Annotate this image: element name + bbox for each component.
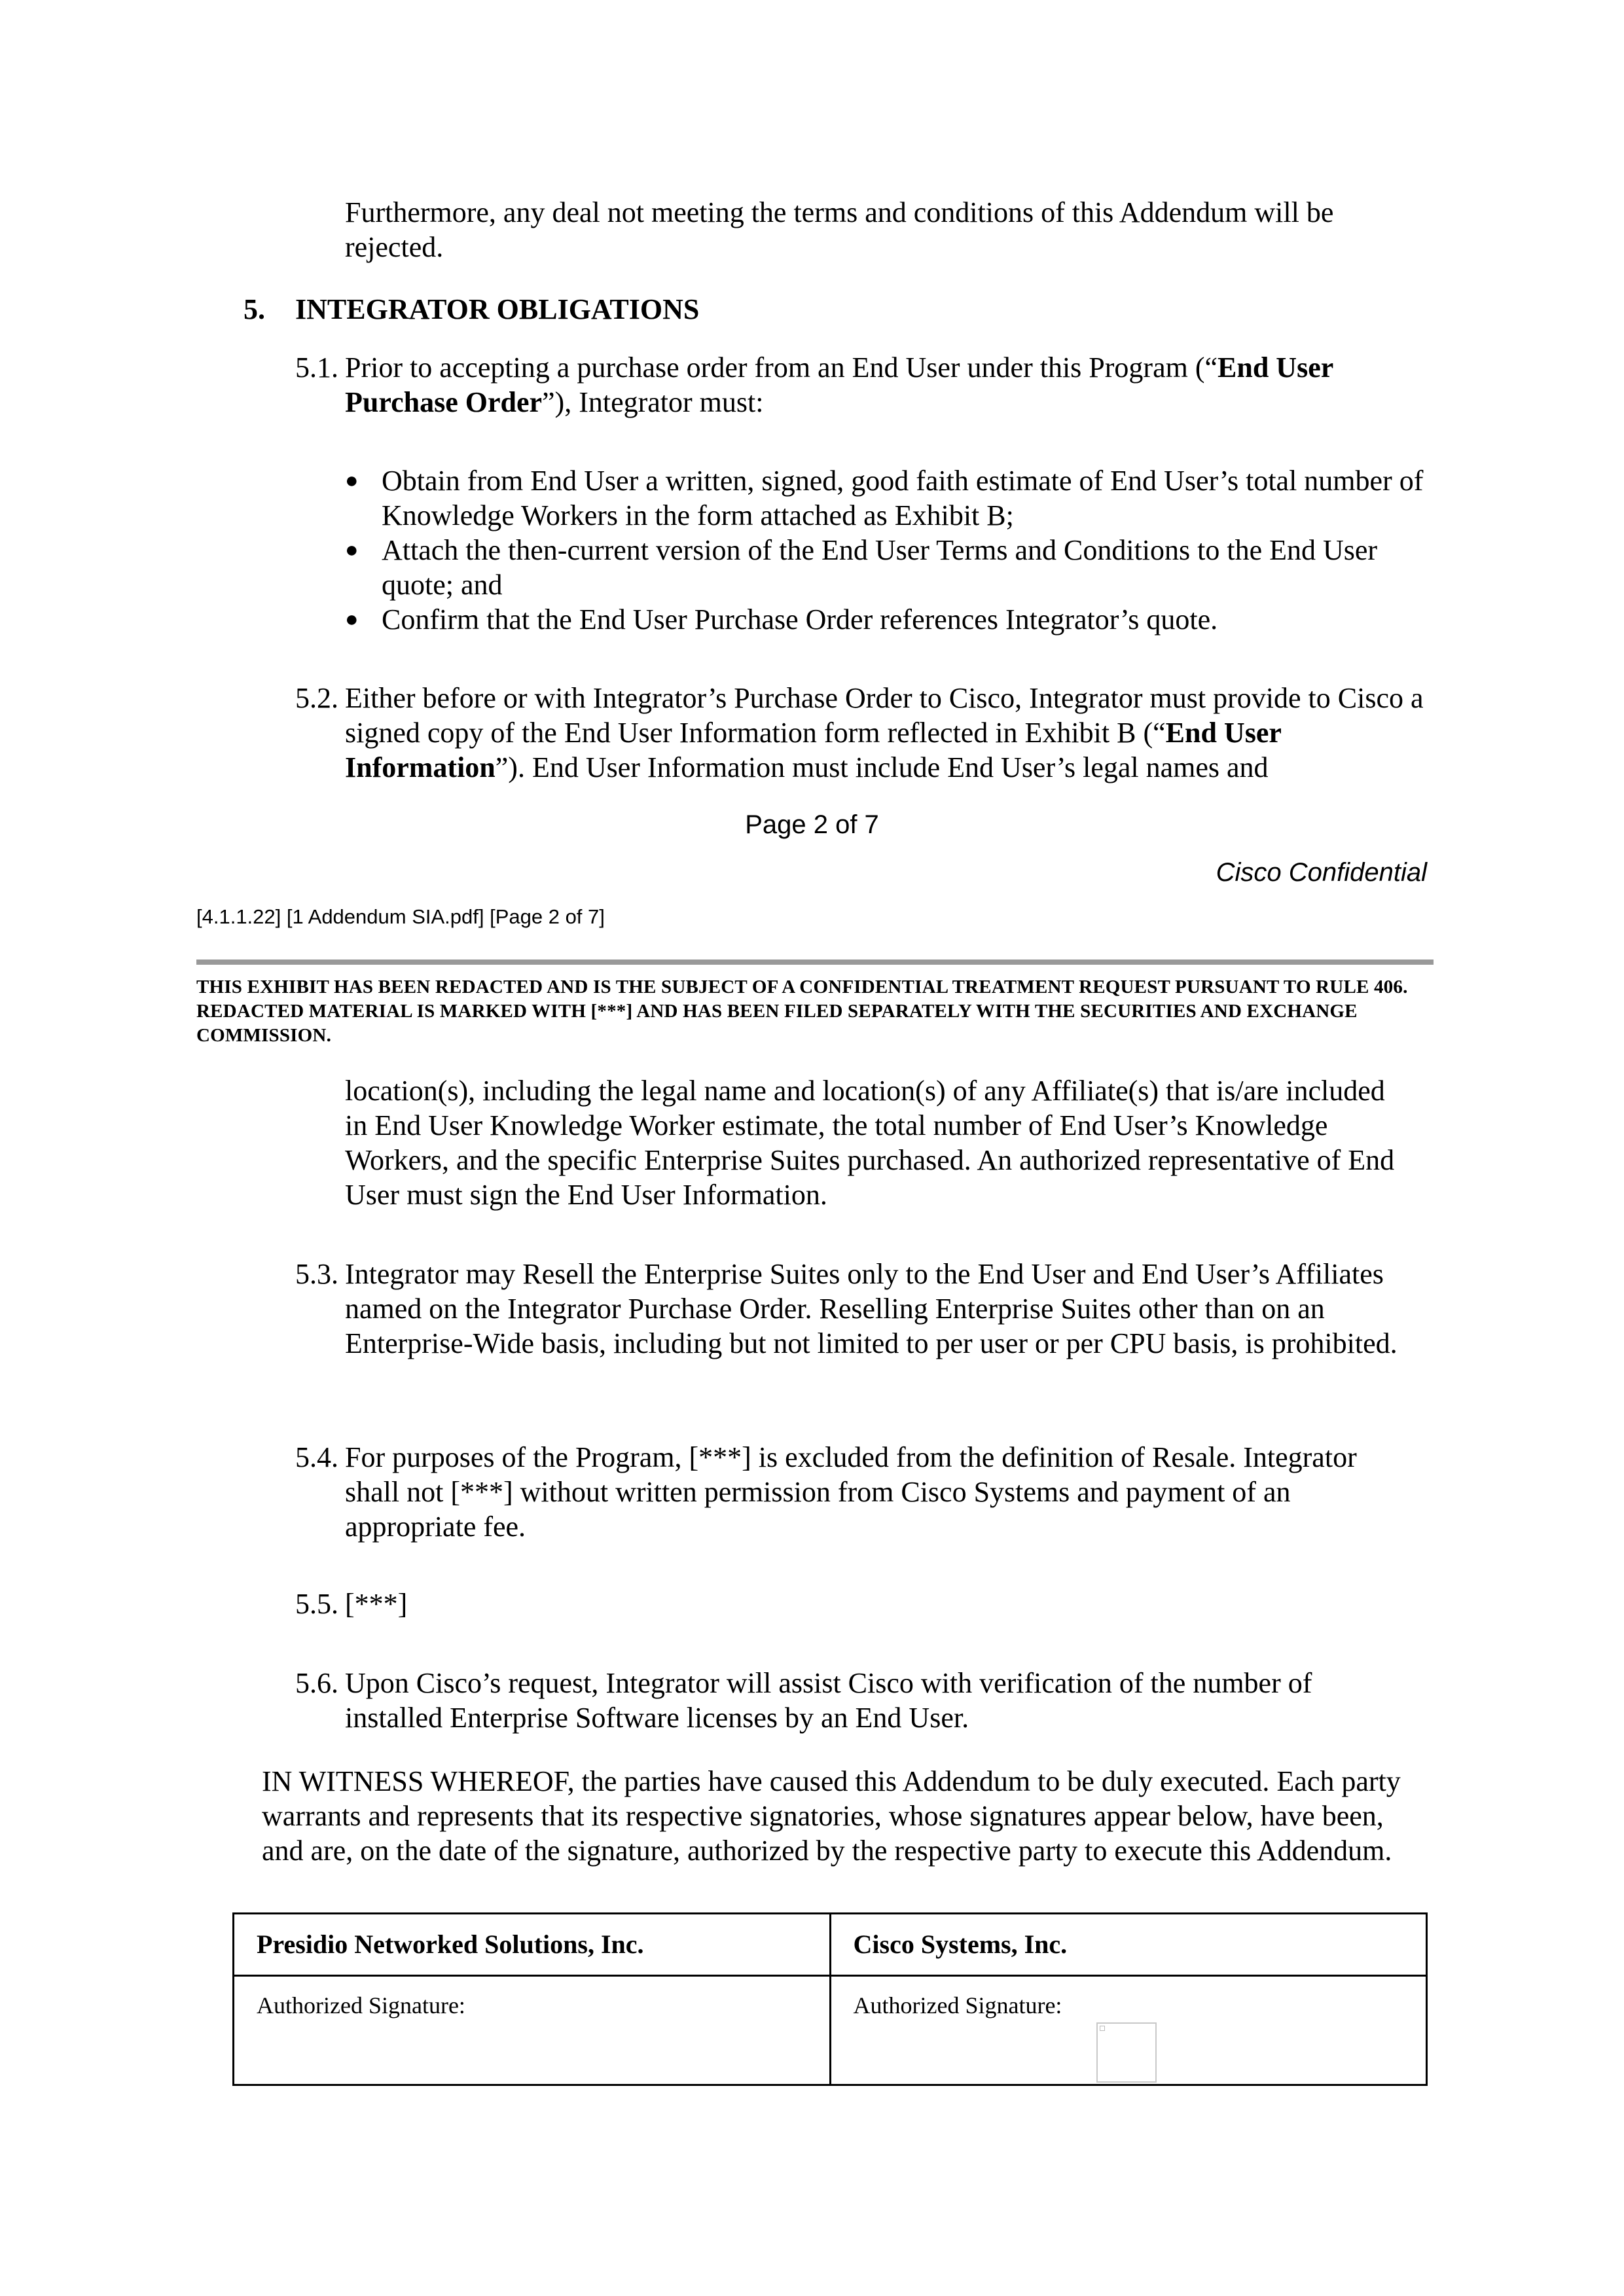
clause-5-1-defined-term: End User Purchase Order bbox=[345, 351, 1333, 418]
clause-5-6-number: 5.6. bbox=[295, 1667, 338, 1699]
bullet-icon: ● bbox=[345, 607, 359, 632]
clause-5-2-defined-term: End User Information bbox=[345, 717, 1282, 783]
signature-placeholder-box[interactable] bbox=[1096, 2022, 1157, 2083]
bullet-icon: ● bbox=[345, 469, 359, 493]
list-item bbox=[345, 602, 1432, 637]
clause-5-1-text-b: ”), Integrator must: bbox=[542, 386, 764, 418]
left-party-name: Presidio Networked Solutions, Inc. bbox=[234, 1914, 831, 1976]
list-item bbox=[345, 533, 1432, 602]
clause-5-2-number: 5.2. bbox=[295, 682, 338, 714]
right-party-name: Cisco Systems, Inc. bbox=[830, 1914, 1427, 1976]
file-reference: [4.1.1.22] [1 Addendum SIA.pdf] [Page 2 of 7] bbox=[196, 905, 605, 928]
clause-5-2-text bbox=[345, 681, 1428, 785]
signature-table bbox=[232, 1912, 1428, 2086]
clause-5-3-number: 5.3. bbox=[295, 1258, 338, 1290]
clause-5-1-number: 5.1. bbox=[295, 351, 338, 384]
left-signature-cell[interactable] bbox=[234, 1976, 831, 2085]
clause-5-5-text: [***] bbox=[345, 1588, 408, 1620]
clause-5-1-text-a: Prior to accepting a purchase order from an End User under this Program (“ bbox=[345, 351, 1218, 384]
confidential-label: Cisco Confidential bbox=[1216, 858, 1427, 887]
list-item bbox=[345, 463, 1432, 533]
right-signature-label: Authorized Signature: bbox=[853, 1992, 1062, 2018]
clause-5-2-text-a: Either before or with Integrator’s Purchase Order to Cisco, Integrator must provide to Cisco a signed copy of the End User Information form reflected in Exhibit B (“ bbox=[345, 682, 1424, 749]
clause-5-5-number: 5.5. bbox=[295, 1588, 338, 1620]
clause-5-2-continuation: location(s), including the legal name and location(s) of any Affiliate(s) that is/are included in End User Knowledge Worker estimate, the total number of End User’s Knowledge Workers, and the specific Enterprise Suites purchased. An authorized representative of End User must sign the End User Information. bbox=[345, 1075, 1395, 1211]
obligations-bullet-list bbox=[345, 463, 1432, 637]
clause-5-4-number: 5.4. bbox=[295, 1441, 338, 1473]
page-number: Page 2 of 7 bbox=[745, 810, 879, 839]
bullet-text: Obtain from End User a written, signed, good faith estimate of End User’s total number of Knowledge Workers in the form attached as Exhibit B; bbox=[382, 465, 1424, 531]
continuation-paragraph: Furthermore, any deal not meeting the terms and conditions of this Addendum will be rejected. bbox=[345, 196, 1334, 263]
bullet-text: Attach the then-current version of the End User Terms and Conditions to the End User quote; and bbox=[382, 534, 1378, 601]
placeholder-icon bbox=[1100, 2026, 1105, 2031]
clause-5-3-text: Integrator may Resell the Enterprise Suites only to the End User and End User’s Affiliates named on the Integrator Purchase Order. Reselling Enterprise Suites other than on an Enterprise-Wide basis, including but not limited to per user or per CPU basis, is prohibited. bbox=[345, 1258, 1398, 1359]
clause-5-4-text: For purposes of the Program, [***] is excluded from the definition of Resale. Integrator shall not [***] without written permission from Cisco Systems and payment of an appropriate fee. bbox=[345, 1441, 1357, 1543]
clause-5-6-text: Upon Cisco’s request, Integrator will assist Cisco with verification of the number of installed Enterprise Software licenses by an End User. bbox=[345, 1667, 1312, 1734]
right-signature-cell[interactable] bbox=[830, 1976, 1427, 2085]
section-5-number: 5. bbox=[244, 293, 265, 325]
left-signature-label: Authorized Signature: bbox=[257, 1992, 465, 2018]
bullet-text: Confirm that the End User Purchase Order references Integrator’s quote. bbox=[382, 603, 1218, 636]
section-5-title: INTEGRATOR OBLIGATIONS bbox=[295, 293, 700, 325]
bullet-icon: ● bbox=[345, 538, 359, 562]
table-row bbox=[234, 1976, 1427, 2085]
page-divider bbox=[196, 960, 1434, 965]
clause-5-2-text-b: ”). End User Information must include End User’s legal names and bbox=[495, 751, 1269, 783]
table-row bbox=[234, 1914, 1427, 1976]
redaction-notice: THIS EXHIBIT HAS BEEN REDACTED AND IS THE SUBJECT OF A CONFIDENTIAL TREATMENT REQUEST PURSUANT TO RULE 406. REDACTED MATERIAL IS MARKED WITH [***] AND HAS BEEN FILED SEPARATELY WITH THE SECURITIES AND EXCHANGE COMMISSION. bbox=[196, 977, 1408, 1046]
clause-5-1-text bbox=[345, 350, 1412, 420]
witness-paragraph: IN WITNESS WHEREOF, the parties have caused this Addendum to be duly executed. Each party warrants and represents that its respective signatories, whose signatures appear below, have been, and are, on the date of the signature, authorized by the respective party to execute this Addendum. bbox=[262, 1765, 1401, 1867]
